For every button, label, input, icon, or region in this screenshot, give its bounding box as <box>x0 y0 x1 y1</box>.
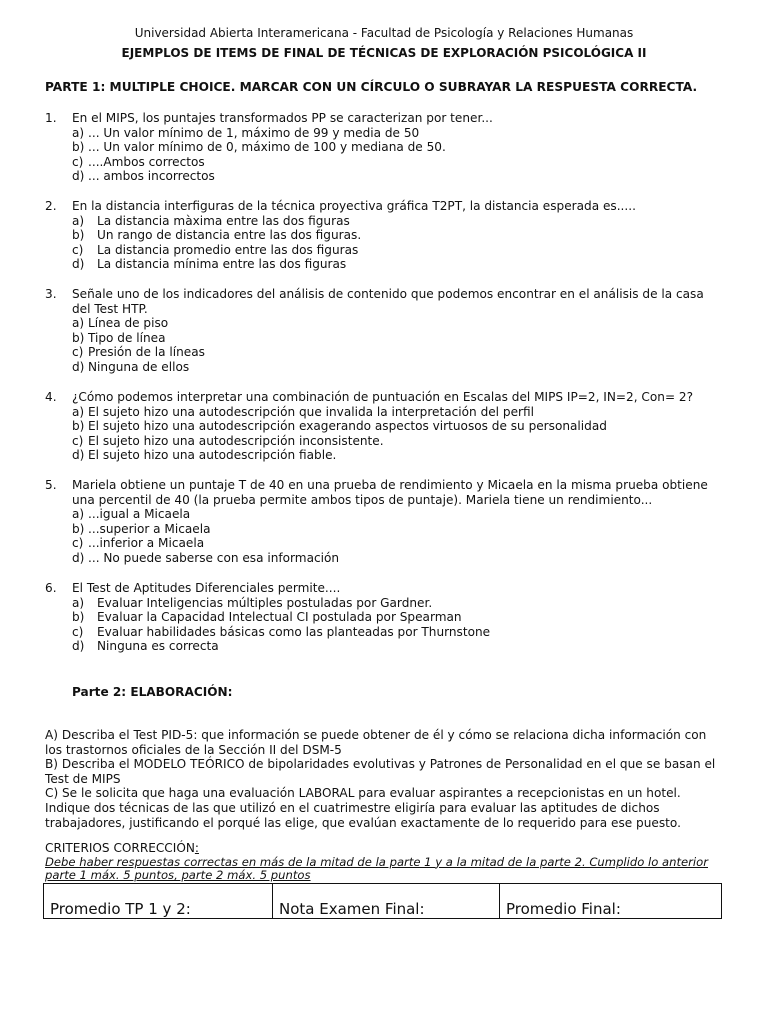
option-d[interactable] <box>72 257 725 272</box>
question-2 <box>45 199 725 272</box>
option-text: Presión de la líneas <box>88 345 205 360</box>
option-letter: c) <box>72 154 84 169</box>
part1-heading: PARTE 1: MULTIPLE CHOICE. MARCAR CON UN CÍRCULO O SUBRAYAR LA RESPUESTA CORRECTA. <box>45 80 698 94</box>
question-5 <box>45 478 725 566</box>
question-number: 5. <box>45 478 57 492</box>
option-a[interactable] <box>72 507 725 522</box>
option-a[interactable] <box>72 214 725 229</box>
option-letter: c) <box>72 433 84 448</box>
option-letter: c) <box>72 624 84 639</box>
option-letter: c) <box>72 345 84 360</box>
option-letter: d) <box>72 550 85 565</box>
option-d[interactable] <box>72 551 725 566</box>
question-text: ¿Cómo podemos interpretar una combinación de puntuación en Escalas del MIPS IP=2, IN=2, Con= 2? <box>72 390 694 404</box>
option-text: Evaluar Inteligencias múltiples postuladas por Gardner. <box>97 595 433 610</box>
question-6 <box>45 581 725 654</box>
option-letter: d) <box>72 359 85 374</box>
option-letter: c) <box>72 536 84 551</box>
elaboration-item-b: B) Describa el MODELO TEÓRICO de bipolaridades evolutivas y Patrones de Personalidad en el que se basan el Test de MIPS <box>45 757 716 786</box>
option-letter: a) <box>72 213 85 228</box>
option-b[interactable] <box>72 140 725 155</box>
criteria-title: CRITERIOS CORRECCIÓN <box>45 841 195 855</box>
option-letter: b) <box>72 610 85 625</box>
option-b[interactable] <box>72 331 725 346</box>
option-text: ....Ambos correctos <box>88 154 205 169</box>
option-text: ... Un valor mínimo de 0, máximo de 100 y mediana de 50. <box>88 140 446 155</box>
option-letter: a) <box>72 595 85 610</box>
option-letter: d) <box>72 448 85 463</box>
question-text: Señale uno de los indicadores del análisis de contenido que podemos encontrar en el análisis de la casa del Test HTP. <box>72 287 704 316</box>
option-text: ...inferior a Micaela <box>88 536 205 551</box>
option-text: ... ambos incorrectos <box>88 169 215 184</box>
question-number: 6. <box>45 581 57 595</box>
grade-label-exam: Nota Examen Final: <box>279 900 425 918</box>
university-header: Universidad Abierta Interamericana - Facultad de Psicología y Relaciones Humanas <box>134 26 634 40</box>
option-text: Evaluar habilidades básicas como las planteadas por Thurnstone <box>97 624 491 639</box>
option-text: ...igual a Micaela <box>88 507 191 522</box>
option-letter: b) <box>72 228 85 243</box>
grade-label-tp: Promedio TP 1 y 2: <box>50 900 191 918</box>
grades-table <box>43 883 722 919</box>
criteria-title-suffix: : <box>194 841 199 855</box>
option-text: Un rango de distancia entre las dos figuras. <box>97 228 362 243</box>
option-text: La distancia màxima entre las dos figuras <box>97 213 350 228</box>
grading-criteria <box>45 841 725 883</box>
question-text: En la distancia interfiguras de la técnica proyectiva gráfica T2PT, la distancia esperada es..... <box>72 199 636 213</box>
question-3 <box>45 287 725 375</box>
elaboration-items <box>45 728 725 830</box>
option-list <box>72 405 725 463</box>
option-a[interactable] <box>72 405 725 420</box>
option-letter: a) <box>72 404 85 419</box>
question-number: 3. <box>45 287 57 301</box>
option-d[interactable] <box>72 639 725 654</box>
option-text: Línea de piso <box>88 316 169 331</box>
option-b[interactable] <box>72 419 725 434</box>
option-text: El sujeto hizo una autodescripción que invalida la interpretación del perfil <box>88 404 534 419</box>
question-text: Mariela obtiene un puntaje T de 40 en una prueba de rendimiento y Micaela en la misma prueba obtiene una percentil de 40 (la prueba permite ambos tipos de puntaje). Mariela tiene un rendimiento... <box>72 478 708 507</box>
option-c[interactable] <box>72 243 725 258</box>
option-text: Evaluar la Capacidad Intelectual CI postulada por Spearman <box>97 610 462 625</box>
question-text: En el MIPS, los puntajes transformados PP se caracterizan por tener... <box>72 111 493 125</box>
option-list <box>72 596 725 654</box>
option-c[interactable] <box>72 345 725 360</box>
option-text: Ninguna es correcta <box>97 639 219 654</box>
elaboration-item-a: A) Describa el Test PID-5: que información se puede obtener de él y cómo se relaciona dicha información con los trastornos oficiales de la Sección II del DSM-5 <box>45 728 707 757</box>
option-text: Tipo de línea <box>88 330 166 345</box>
part2-heading: Parte 2: ELABORACIÓN: <box>72 685 233 699</box>
option-list <box>72 507 725 565</box>
option-c[interactable] <box>72 434 725 449</box>
option-letter: b) <box>72 521 85 536</box>
option-text: Ninguna de ellos <box>88 359 190 374</box>
option-b[interactable] <box>72 610 725 625</box>
option-list <box>72 316 725 374</box>
option-c[interactable] <box>72 155 725 170</box>
question-number: 2. <box>45 199 57 213</box>
option-letter: a) <box>72 125 85 140</box>
option-d[interactable] <box>72 360 725 375</box>
option-letter: b) <box>72 419 85 434</box>
option-a[interactable] <box>72 316 725 331</box>
option-text: La distancia promedio entre las dos figuras <box>97 242 359 257</box>
option-c[interactable] <box>72 536 725 551</box>
option-text: El sujeto hizo una autodescripción fiable. <box>88 448 337 463</box>
option-d[interactable] <box>72 169 725 184</box>
option-letter: c) <box>72 242 84 257</box>
question-number: 1. <box>45 111 57 125</box>
option-text: ... Un valor mínimo de 1, máximo de 99 y media de 50 <box>88 125 420 140</box>
option-letter: d) <box>72 169 85 184</box>
question-1 <box>45 111 725 184</box>
option-text: ... No puede saberse con esa información <box>88 550 340 565</box>
option-letter: a) <box>72 507 85 522</box>
option-letter: b) <box>72 330 85 345</box>
exam-title: EJEMPLOS DE ITEMS DE FINAL DE TÉCNICAS DE EXPLORACIÓN PSICOLÓGICA II <box>121 46 647 60</box>
option-text: El sujeto hizo una autodescripción exagerando aspectos virtuosos de su personalidad <box>88 419 607 434</box>
option-letter: b) <box>72 140 85 155</box>
option-a[interactable] <box>72 126 725 141</box>
option-list <box>72 126 725 184</box>
option-b[interactable] <box>72 522 725 537</box>
grade-cell-tp[interactable] <box>44 884 272 918</box>
elaboration-item-c: C) Se le solicita que haga una evaluación LABORAL para evaluar aspirantes a recepcionistas en un hotel. Indique dos técnicas de las que utilizó en el cuatrimestre eligiría para evaluar las aptitudes de dichos trabajadores, justificando el porqué las elige, que evalúan exactamente de lo requerido para ese puesto. <box>45 786 681 830</box>
grade-cell-exam[interactable] <box>272 884 499 918</box>
option-text: La distancia mínima entre las dos figuras <box>97 257 347 272</box>
option-a[interactable] <box>72 596 725 611</box>
question-number: 4. <box>45 390 57 404</box>
option-d[interactable] <box>72 448 725 463</box>
question-4 <box>45 390 725 463</box>
question-text: El Test de Aptitudes Diferenciales permite.... <box>72 581 341 595</box>
grade-label-final: Promedio Final: <box>506 900 621 918</box>
option-letter: a) <box>72 316 85 331</box>
criteria-title-row <box>45 841 725 856</box>
option-list <box>72 214 725 272</box>
option-letter: d) <box>72 257 85 272</box>
option-b[interactable] <box>72 228 725 243</box>
criteria-note: Debe haber respuestas correctas en más de la mitad de la parte 1 y a la mitad de la parte 2. Cumplido lo anterior parte 1 máx. 5 puntos, parte 2 máx. 5 puntos <box>45 854 708 883</box>
grade-cell-final[interactable] <box>499 884 720 918</box>
option-text: El sujeto hizo una autodescripción inconsistente. <box>88 433 384 448</box>
option-letter: d) <box>72 639 85 654</box>
option-c[interactable] <box>72 625 725 640</box>
option-text: ...superior a Micaela <box>88 521 211 536</box>
